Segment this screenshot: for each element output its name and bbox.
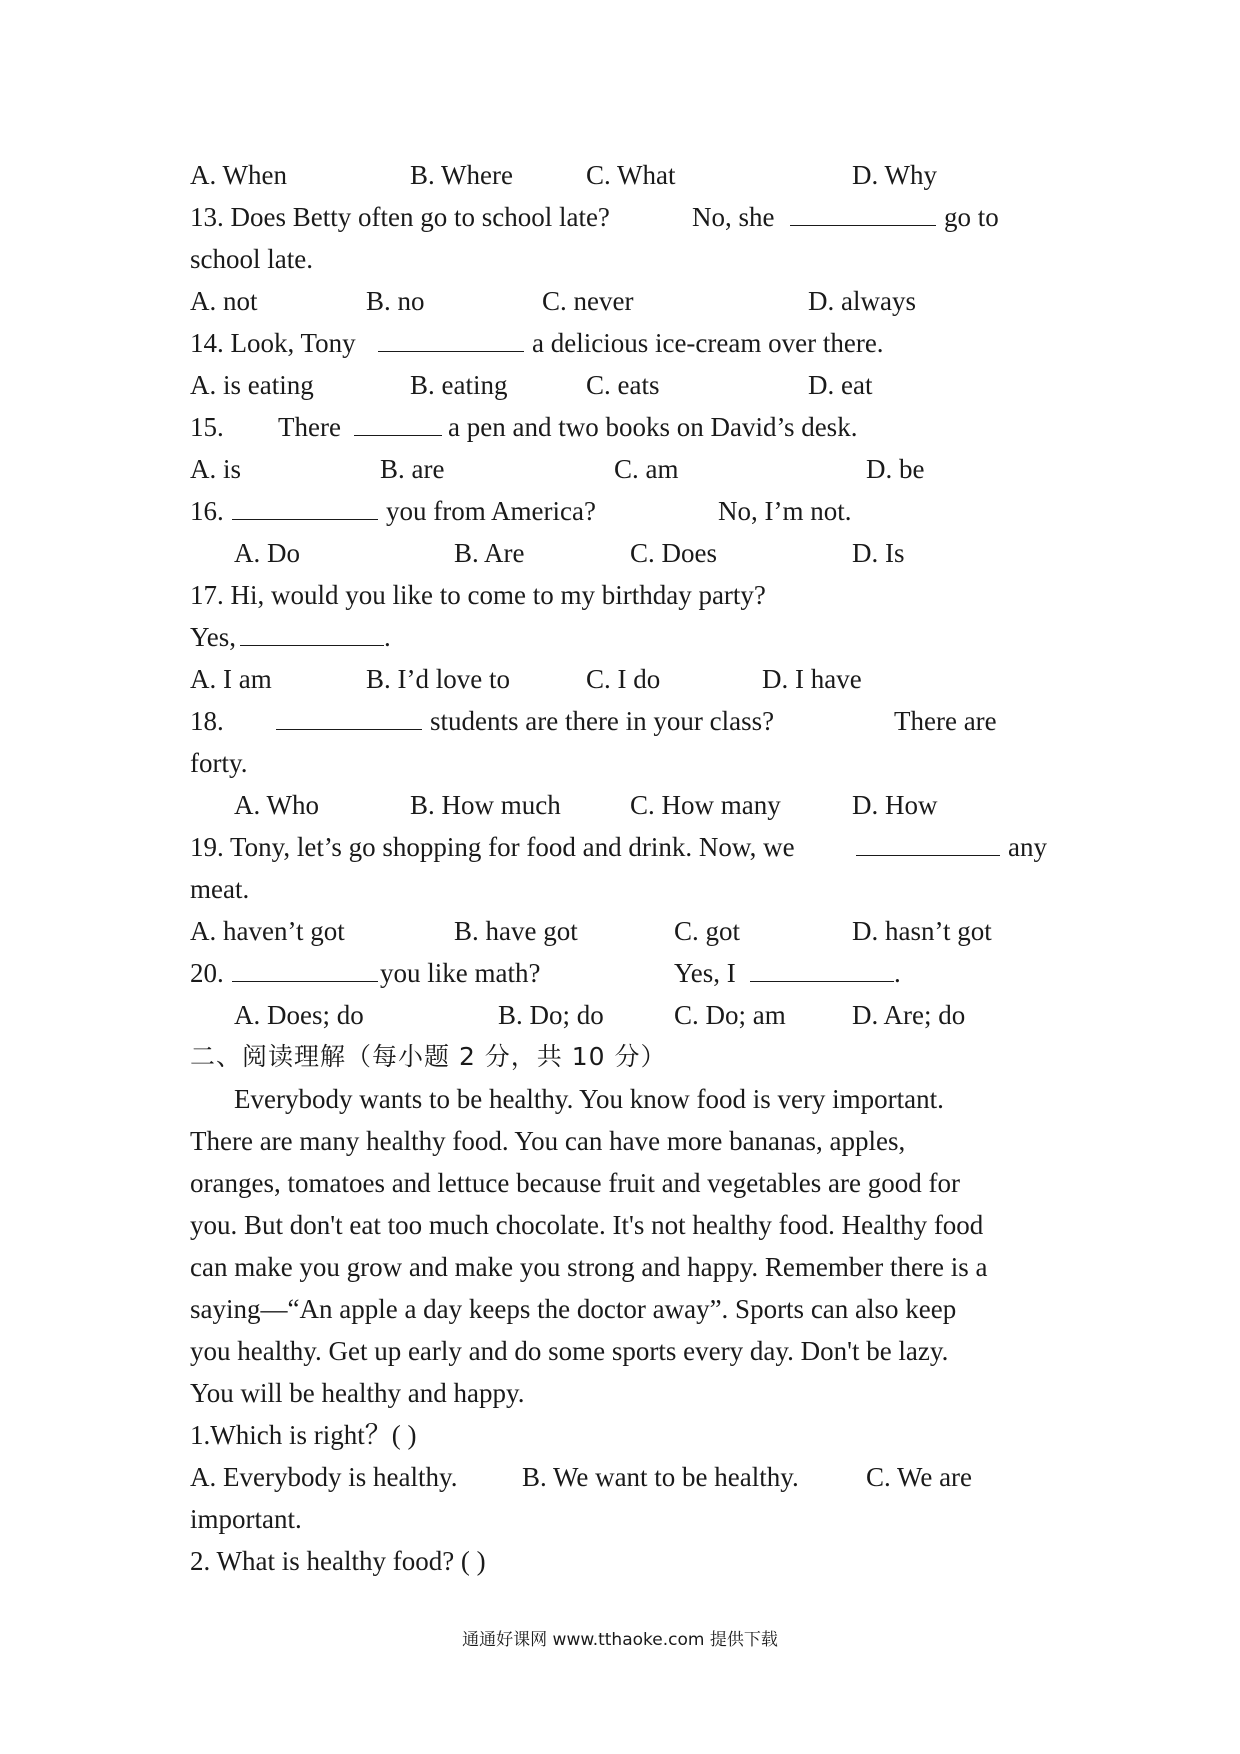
option-d: D. be (866, 454, 925, 484)
option-c: C. Does (630, 538, 717, 568)
option-c: C. eats (586, 370, 660, 400)
option-d: D. How (852, 790, 938, 820)
answer-blank (354, 410, 442, 444)
option-d: D. hasn’t got (852, 916, 992, 946)
answer-blank (276, 704, 422, 738)
option-b: B. Where (410, 160, 513, 190)
option-b: B. Are (454, 538, 525, 568)
option-c: C. am (614, 454, 679, 484)
footer-source: 通通好课网 www.tthaoke.com 提供下载 (462, 1630, 778, 1650)
option-b: B. no (366, 286, 425, 316)
option-a: A. is eating (190, 370, 314, 400)
option-d: D. Why (852, 160, 937, 190)
answer-blank (856, 830, 1000, 864)
option-a: A. Does; do (234, 1000, 364, 1030)
option-a: A. Who (234, 790, 319, 820)
option-d: D. eat (808, 370, 873, 400)
option-c: C. I do (586, 664, 661, 694)
option-c: C. What (586, 160, 676, 190)
option-a: A. Do (234, 538, 300, 568)
option-b: B. I’d love to (366, 664, 510, 694)
option-a: A. When (190, 160, 287, 190)
option-c: C. How many (630, 790, 781, 820)
option-d: D. always (808, 286, 916, 316)
option-b: B. How much (410, 790, 561, 820)
option-b: B. have got (454, 916, 578, 946)
option-a: A. haven’t got (190, 916, 345, 946)
option-b: B. eating (410, 370, 508, 400)
answer-blank (378, 326, 524, 360)
exam-page: A. When B. Where C. What D. Why 13. Does Betty often go to school late? No, she go to school late. A. not B. no C. never D. always 14. Look, Tony a delicious ice-cream over there. A. is eating B. eating C. eats D. eat 15. There a pen and two books on David’s desk. A. is B. are C. am D. be 16. you from America? No, I’m not. A. Do B. Are C. Does D. Is 17. Hi, would you like to come to my birthday party? Yes, . A. I am B. I’d love to C. I do D. I have 18. students are there in your class? There are forty. A. Who B. How much C. How many D. How 19. Tony, let’s go shopping for food and drink. Now, we any meat. A. haven’t got B. have got C. got D. hasn’t got 20. you like math? Yes, I . A. Does; do B. Do; do C. Do; am D. Are; do 二、阅读理解（每小题 2 分，共 10 分） Everybody wants to be healthy. You know food is very important. There are many healthy food. You can have more bananas, apples, oranges, tomatoes and lettuce because fruit and vegetables are good for you. But don't eat too much chocolate. It's not healthy food. Healthy food can make you grow and make you strong and happy. Remember there is a saying—“An apple a day keeps the doctor away”. Sports can also keep you healthy. Get up early and do some sports every day. Don't be lazy. You will be healthy and happy. 1.Which is right？( ) A. Everybody is healthy. B. We want to be healthy. C. We are important. 2. What is healthy food? ( ) 通通好课网 www.tthaoke.com 提供下载 (0, 0, 1240, 1754)
option-c: C. We are (866, 1462, 973, 1492)
answer-blank (232, 956, 378, 990)
option-a: A. is (190, 454, 242, 484)
option-b: B. are (380, 454, 445, 484)
option-a: A. Everybody is healthy. (190, 1462, 458, 1492)
answer-blank (232, 494, 378, 528)
answer-blank (240, 620, 384, 654)
option-d: D. Is (852, 538, 905, 568)
option-c: C. never (542, 286, 634, 316)
answer-blank (750, 956, 894, 990)
option-b: B. Do; do (498, 1000, 604, 1030)
option-c: C. Do; am (674, 1000, 786, 1030)
option-c: C. got (674, 916, 741, 946)
option-d: D. Are; do (852, 1000, 966, 1030)
option-d: D. I have (762, 664, 862, 694)
option-b: B. We want to be healthy. (522, 1462, 799, 1492)
option-a: A. not (190, 286, 258, 316)
answer-blank (790, 200, 936, 234)
option-a: A. I am (190, 664, 272, 694)
